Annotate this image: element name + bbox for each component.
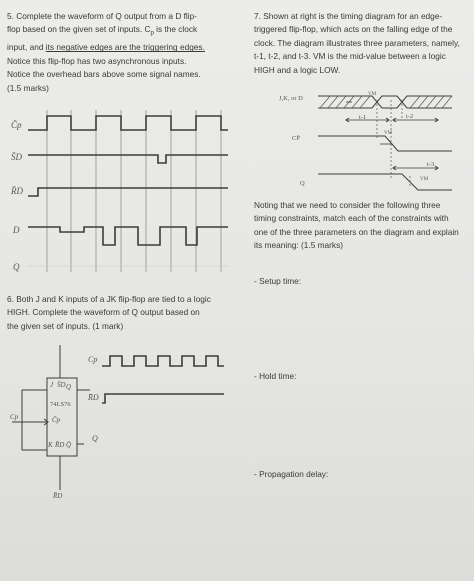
q5-cp-wave	[28, 116, 228, 130]
q7-label-cp: CP̄	[292, 135, 300, 142]
q7-line-2: triggered flip-flop, which acts on the falling edge of the	[254, 24, 453, 35]
q6-chip-name: 74LS76	[50, 401, 71, 408]
q6-label-q: Q	[92, 434, 98, 443]
q5-label-sd: S̄D	[11, 152, 22, 162]
q6-pin-j: J	[50, 381, 54, 389]
q6-pin-k: K	[48, 441, 53, 449]
q6-line-3: the given set of inputs. (1 mark)	[7, 320, 124, 331]
q7-line-5: HIGH and a logic LOW.	[254, 64, 341, 75]
q6-pin-qbar: Q̄	[66, 441, 72, 449]
q6-label-cp: Cp	[88, 355, 98, 364]
q5-gridlines	[47, 110, 221, 272]
propagation-delay-prompt: - Propagation delay:	[254, 469, 329, 479]
q7-label-t3: t-3	[427, 161, 435, 168]
hold-time-prompt: - Hold time:	[254, 371, 297, 381]
q5-line-2: flop based on the given set of inputs. $C_p$ is the clock	[7, 24, 198, 38]
q5-line-3: input, and its negative edges are the triggering edges.	[7, 42, 205, 53]
q5-rd-wave	[28, 188, 228, 196]
q6-pin-rd: R̄D	[55, 441, 65, 449]
q7-line-3: clock. The diagram illustrates three parameters, namely,	[254, 37, 460, 48]
q7-note-2: timing constraints, match each of the constraints with	[254, 213, 449, 224]
q7-note-1: Noting that we need to consider the following three	[254, 200, 441, 210]
q7-text	[254, 10, 470, 77]
q7-note-4: its meaning: (1.5 marks)	[254, 240, 343, 251]
q6-pin-sd: S̄D	[57, 381, 66, 389]
q7-label-vm-top: VM	[368, 92, 377, 97]
q5-line-5: Notice the overhead bars above some signal names.	[7, 69, 201, 80]
q5-label-cp: C̄p	[11, 120, 22, 130]
q5-d-wave	[28, 227, 228, 245]
q7-note	[254, 199, 470, 253]
q5-label-d: D	[13, 225, 20, 235]
q6-line-2: HIGH. Complete the waveform of Q output based on	[7, 307, 200, 318]
q5-line-1: 5. Complete the waveform of Q output from a D flip-	[7, 11, 197, 21]
q6-cp-wave	[102, 356, 224, 366]
q6-text	[7, 293, 232, 333]
q5-label-rd: R̄D	[11, 186, 23, 196]
q5-label-q: Q	[13, 262, 20, 272]
q6-schematic	[12, 345, 90, 490]
q7-label-vm-cp: VM	[384, 131, 393, 136]
q7-note-3: one of the three parameters on the diagram and explain	[254, 226, 459, 237]
q7-timing-diagram	[318, 96, 452, 190]
q6-rd-wave	[102, 394, 224, 403]
q7-line-4: t-1, t-2, and t-3. VM is the mid-value between a logic	[254, 51, 446, 62]
q7-label-q: Q	[300, 180, 305, 187]
q6-label-rd: R̄D	[88, 393, 99, 402]
q5-sd-wave	[28, 155, 228, 163]
q5-line-6: (1.5 marks)	[7, 82, 49, 93]
q7-label-jkd: J,K, or D	[279, 95, 303, 102]
q7-label-t1: t-1	[359, 114, 367, 121]
q7-label-t2: t-2	[406, 113, 414, 120]
q5-line-4: Notice this flip-flop has two asynchronous inputs.	[7, 55, 187, 66]
q6-pin-cp: C̄p	[52, 416, 61, 424]
q6-bottom-rd: R̄D	[53, 492, 63, 500]
q6-left-cp: Cp	[10, 413, 19, 421]
q6-line-1: 6. Both J and K inputs of a JK flip-flop are tied to a logic	[7, 294, 211, 304]
q7-line-1: 7. Shown at right is the timing diagram for an edge-	[254, 11, 443, 21]
q6-pin-q: Q	[66, 383, 72, 391]
q7-label-vm-q: VM	[420, 177, 429, 182]
setup-time-prompt: - Setup time:	[254, 276, 302, 286]
